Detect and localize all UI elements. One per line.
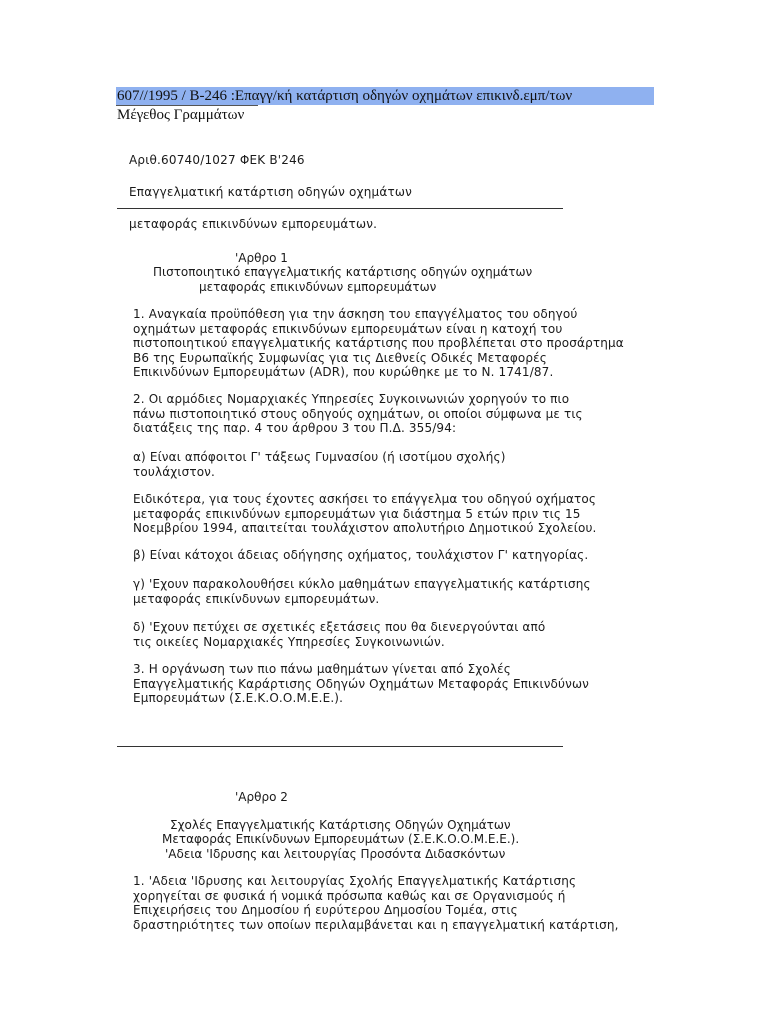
article-1-item-a-note: Ειδικότερα, για τους έχοντες ασκήσει το επάγγελμα του οδηγού οχήματος μεταφοράς επικινδύνων εμπορευμάτων για διάστημα 5 ετών πριν τις 15 Νοεμβρίου 1994, απαιτείται τουλάχιστον απολυτήριο Δημοτικού Σχολείου. [133,492,597,536]
article-2-subtitle-line-2: Μεταφοράς Επικίνδυνων Εμπορευμάτων (Σ.Ε.Κ.Ο.Ο.Μ.Ε.Ε.). [162,832,520,846]
section-divider [117,208,563,209]
article-2-subtitle-line-3: 'Αδεια 'Ιδρυσης και λειτουργίας Προσόντα Διδασκόντων [165,847,506,861]
font-size-link[interactable]: Μέγεθος Γραμμάτων [117,107,245,123]
decision-title-line-1: Επαγγελματική κατάρτιση οδηγών οχημάτων [129,185,413,199]
decision-intro [129,136,412,248]
article-1-item-b: β) Είναι κάτοχοι άδειας οδήγησης οχήματος, τουλάχιστον Γ' κατηγορίας. [133,548,589,562]
section-divider [117,746,563,747]
article-2-heading: 'Αρθρο 2 [235,790,288,804]
document-title: 607//1995 / Β-246 :Επαγγ/κή κατάρτιση οδηγών οχημάτων επικινδ.εμπ/των [117,88,573,104]
article-1-paragraph-3: 3. Η οργάνωση των πιο πάνω μαθημάτων γίνεται από Σχολές Επαγγελματικής Καράρτισης Οδηγών Οχημάτων Μεταφοράς Επικινδύνων Εμπορευμάτων (Σ.Ε.Κ.Ο.Ο.Μ.Ε.Ε.). [133,662,590,706]
article-1-subtitle-line-1: Πιστοποιητικό επαγγελματικής κατάρτισης οδηγών οχημάτων [153,265,533,279]
article-1-subtitle-line-2: μεταφοράς επικινδύνων εμπορευμάτων [199,280,437,294]
decision-number: Αριθ.60740/1027 ΦΕΚ Β'246 [129,153,305,167]
article-1-paragraph-1: 1. Αναγκαία προϋπόθεση για την άσκηση του επαγγέλματος του οδηγού οχημάτων μεταφοράς επικινδύνων εμπορευμάτων είναι η κατοχή του πιστοποιητικού επαγγελματικής κατάρτισης που προβλέπεται στο προσάρτημα Β6 της Ευρωπαϊκής Συμφωνίας για τις Διεθνείς Οδικές Μεταφορές Επικινδύνων Εμπορευμάτων (ADR), που κυρώθηκε με το Ν. 1741/87. [133,307,624,380]
article-1-item-a: α) Είναι απόφοιτοι Γ' τάξεως Γυμνασίου (ή ισοτίμου σχολής) τουλάχιστον. [133,450,506,479]
article-2-paragraph-1: 1. 'Αδεια 'Ιδρυσης και λειτουργίας Σχολής Επαγγελματικής Κατάρτισης χορηγείται σε φυσικά ή νομικά πρόσωπα καθώς και σε Οργανισμούς ή Επιχειρήσεις του Δημοσίου ή ευρύτερου Δημοσίου Τομέα, στις δραστηριότητες των οποίων περιλαμβάνεται και η επαγγελματική κατάρτιση, [133,874,619,932]
article-1-heading: 'Αρθρο 1 [235,251,288,265]
decision-title-line-2: μεταφοράς επικινδύνων εμπορευμάτων. [129,217,378,231]
article-2-subtitle-line-1: Σχολές Επαγγελματικής Κατάρτισης Οδηγών Οχημάτων [170,818,511,832]
article-1-paragraph-2: 2. Οι αρμόδιες Νομαρχιακές Υπηρεσίες Συγκοινωνιών χορηγούν το πιο πάνω πιστοποιητικό στους οδηγούς οχημάτων, οι οποίοι σύμφωνα με τις διατάξεις της παρ. 4 του άρθρου 3 του Π.Δ. 355/94: [133,392,583,436]
article-1-item-d: δ) 'Εχουν πετύχει σε σχετικές εξετάσεις που θα διενεργούνται από τις οικείες Νομαρχιακές Υπηρεσίες Συγκοινωνιών. [133,620,546,649]
article-1-item-c: γ) 'Εχουν παρακολουθήσει κύκλο μαθημάτων επαγγελματικής κατάρτισης μεταφοράς επικίνδυνων εμπορευμάτων. [133,577,591,606]
